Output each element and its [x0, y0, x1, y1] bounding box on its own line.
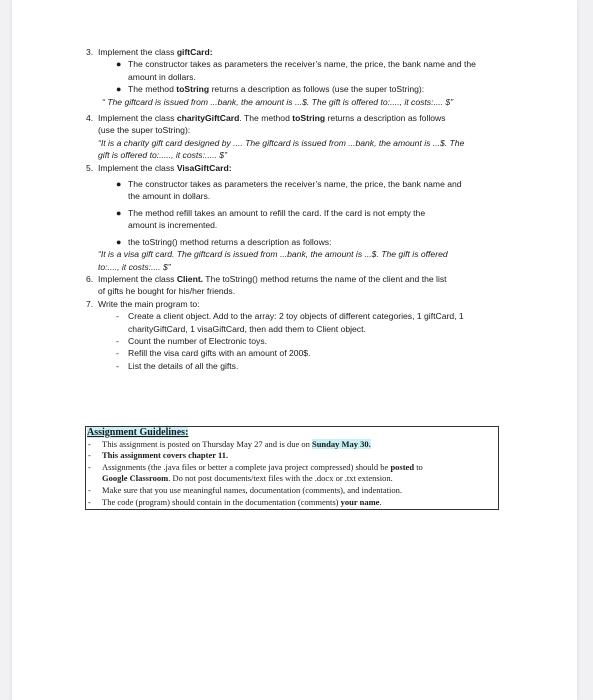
item-6: 6. Implement the class Client. The toString() method returns the name of the client and the list of gifts he bought for his/her friends.	[86, 273, 516, 298]
bullet-item: ● The constructor takes as parameters the receiver’s name, the price, the bank name and the amount in dollars.	[116, 59, 476, 82]
guideline-line: - This assignment covers chapter 11.	[88, 450, 229, 461]
bullet-item: ● the toString() method returns a description as follows:	[116, 236, 332, 247]
dash-marker: -	[116, 348, 119, 359]
bullet-icon: ●	[116, 207, 122, 218]
bullet-item: ● The method refill takes an amount to refill the card. If the card is not empty the amount is incremented.	[116, 207, 426, 231]
quote-text: “ The giftcard is issued from ...bank, the amount is ...$. The gift is offered to:...., it costs:.... $”	[102, 96, 454, 107]
quote-text: gift is offered to:....., it costs:..... $”	[98, 150, 227, 161]
dash-item: - Refill the visa card gifts with an amount of 200$.	[116, 348, 311, 359]
item-heading: Implement the class giftCard:	[98, 47, 213, 57]
bullet-icon: ●	[116, 59, 122, 70]
guideline-line: - Make sure that you use meaningful names, documentation (comments), and indentation.	[88, 484, 403, 495]
item-number: 3.	[86, 47, 94, 57]
item-heading: Implement the class Client. The toString() method returns the name of the client and the list	[98, 273, 447, 284]
item-heading: Implement the class VisaGiftCard:	[98, 162, 232, 173]
guideline-line: - The code (program) should contain in the documentation (comments) your name.	[88, 496, 382, 507]
item-4: 4. Implement the class charityGiftCard. The method toString returns a description as follows (use the super toString): “It is a charity gift card designed by .... The giftcard is issued from ...bank, the amount is ...$. The gift is offered to:....., it costs:..... $”	[86, 112, 516, 162]
guideline-line: - This assignment is posted on Thursday May 27 and is due on Sunday May 30.	[88, 438, 371, 449]
item-5	[86, 162, 516, 273]
dash-marker: -	[116, 311, 119, 322]
dash-marker: -	[116, 360, 119, 371]
quote-text: “It is a charity gift card designed by .... The giftcard is issued from ...bank, the amount is ...$. The	[98, 137, 465, 148]
item-7	[86, 298, 516, 372]
item-heading: Implement the class charityGiftCard. The method toString returns a description as follows	[98, 113, 446, 124]
guideline-line: - Assignments (the .java files or better a complete java project compressed) should be posted to Google Classroom. Do not post documents/text files with the .docx or .txt extension.	[88, 461, 423, 484]
assignment-text	[86, 46, 516, 372]
item-number: 7.	[86, 298, 94, 309]
bullet-icon: ●	[116, 236, 122, 247]
dash-marker: -	[116, 335, 119, 346]
bullet-item: ● The method toString returns a description as follows (use the super toString):	[116, 84, 425, 95]
dash-item: - Create a client object. Add to the array: 2 toy objects of different categories, 1 giftCard, 1 charityGiftCard, 1 visaGiftCard, then add them to Client object.	[116, 311, 464, 334]
due-date-highlight: Sunday May 30.	[311, 438, 371, 449]
bullet-item: ● The constructor takes as parameters the receiver’s name, the price, the bank name and the amount in dollars.	[116, 179, 462, 202]
item-number: 5.	[86, 162, 94, 173]
item-number: 4.	[86, 113, 94, 124]
dash-item: - Count the number of Electronic toys.	[116, 335, 268, 346]
guidelines-title: Assignment Guidelines:	[87, 427, 189, 438]
item-heading: Write the main program to:	[98, 298, 200, 309]
item-3	[86, 46, 516, 108]
bullet-icon: ●	[116, 179, 122, 190]
bullet-icon: ●	[116, 84, 122, 95]
quote-text: “It is a visa gift card. The giftcard is issued from ...bank, the amount is ...$. The gift is offered	[98, 249, 448, 260]
assignment-guidelines-box	[85, 426, 499, 510]
quote-text: to:...., it costs:.... $”	[98, 261, 171, 272]
dash-item: - List the details of all the gifts.	[116, 360, 239, 371]
item-number: 6.	[86, 273, 94, 284]
document-page	[12, 0, 577, 700]
